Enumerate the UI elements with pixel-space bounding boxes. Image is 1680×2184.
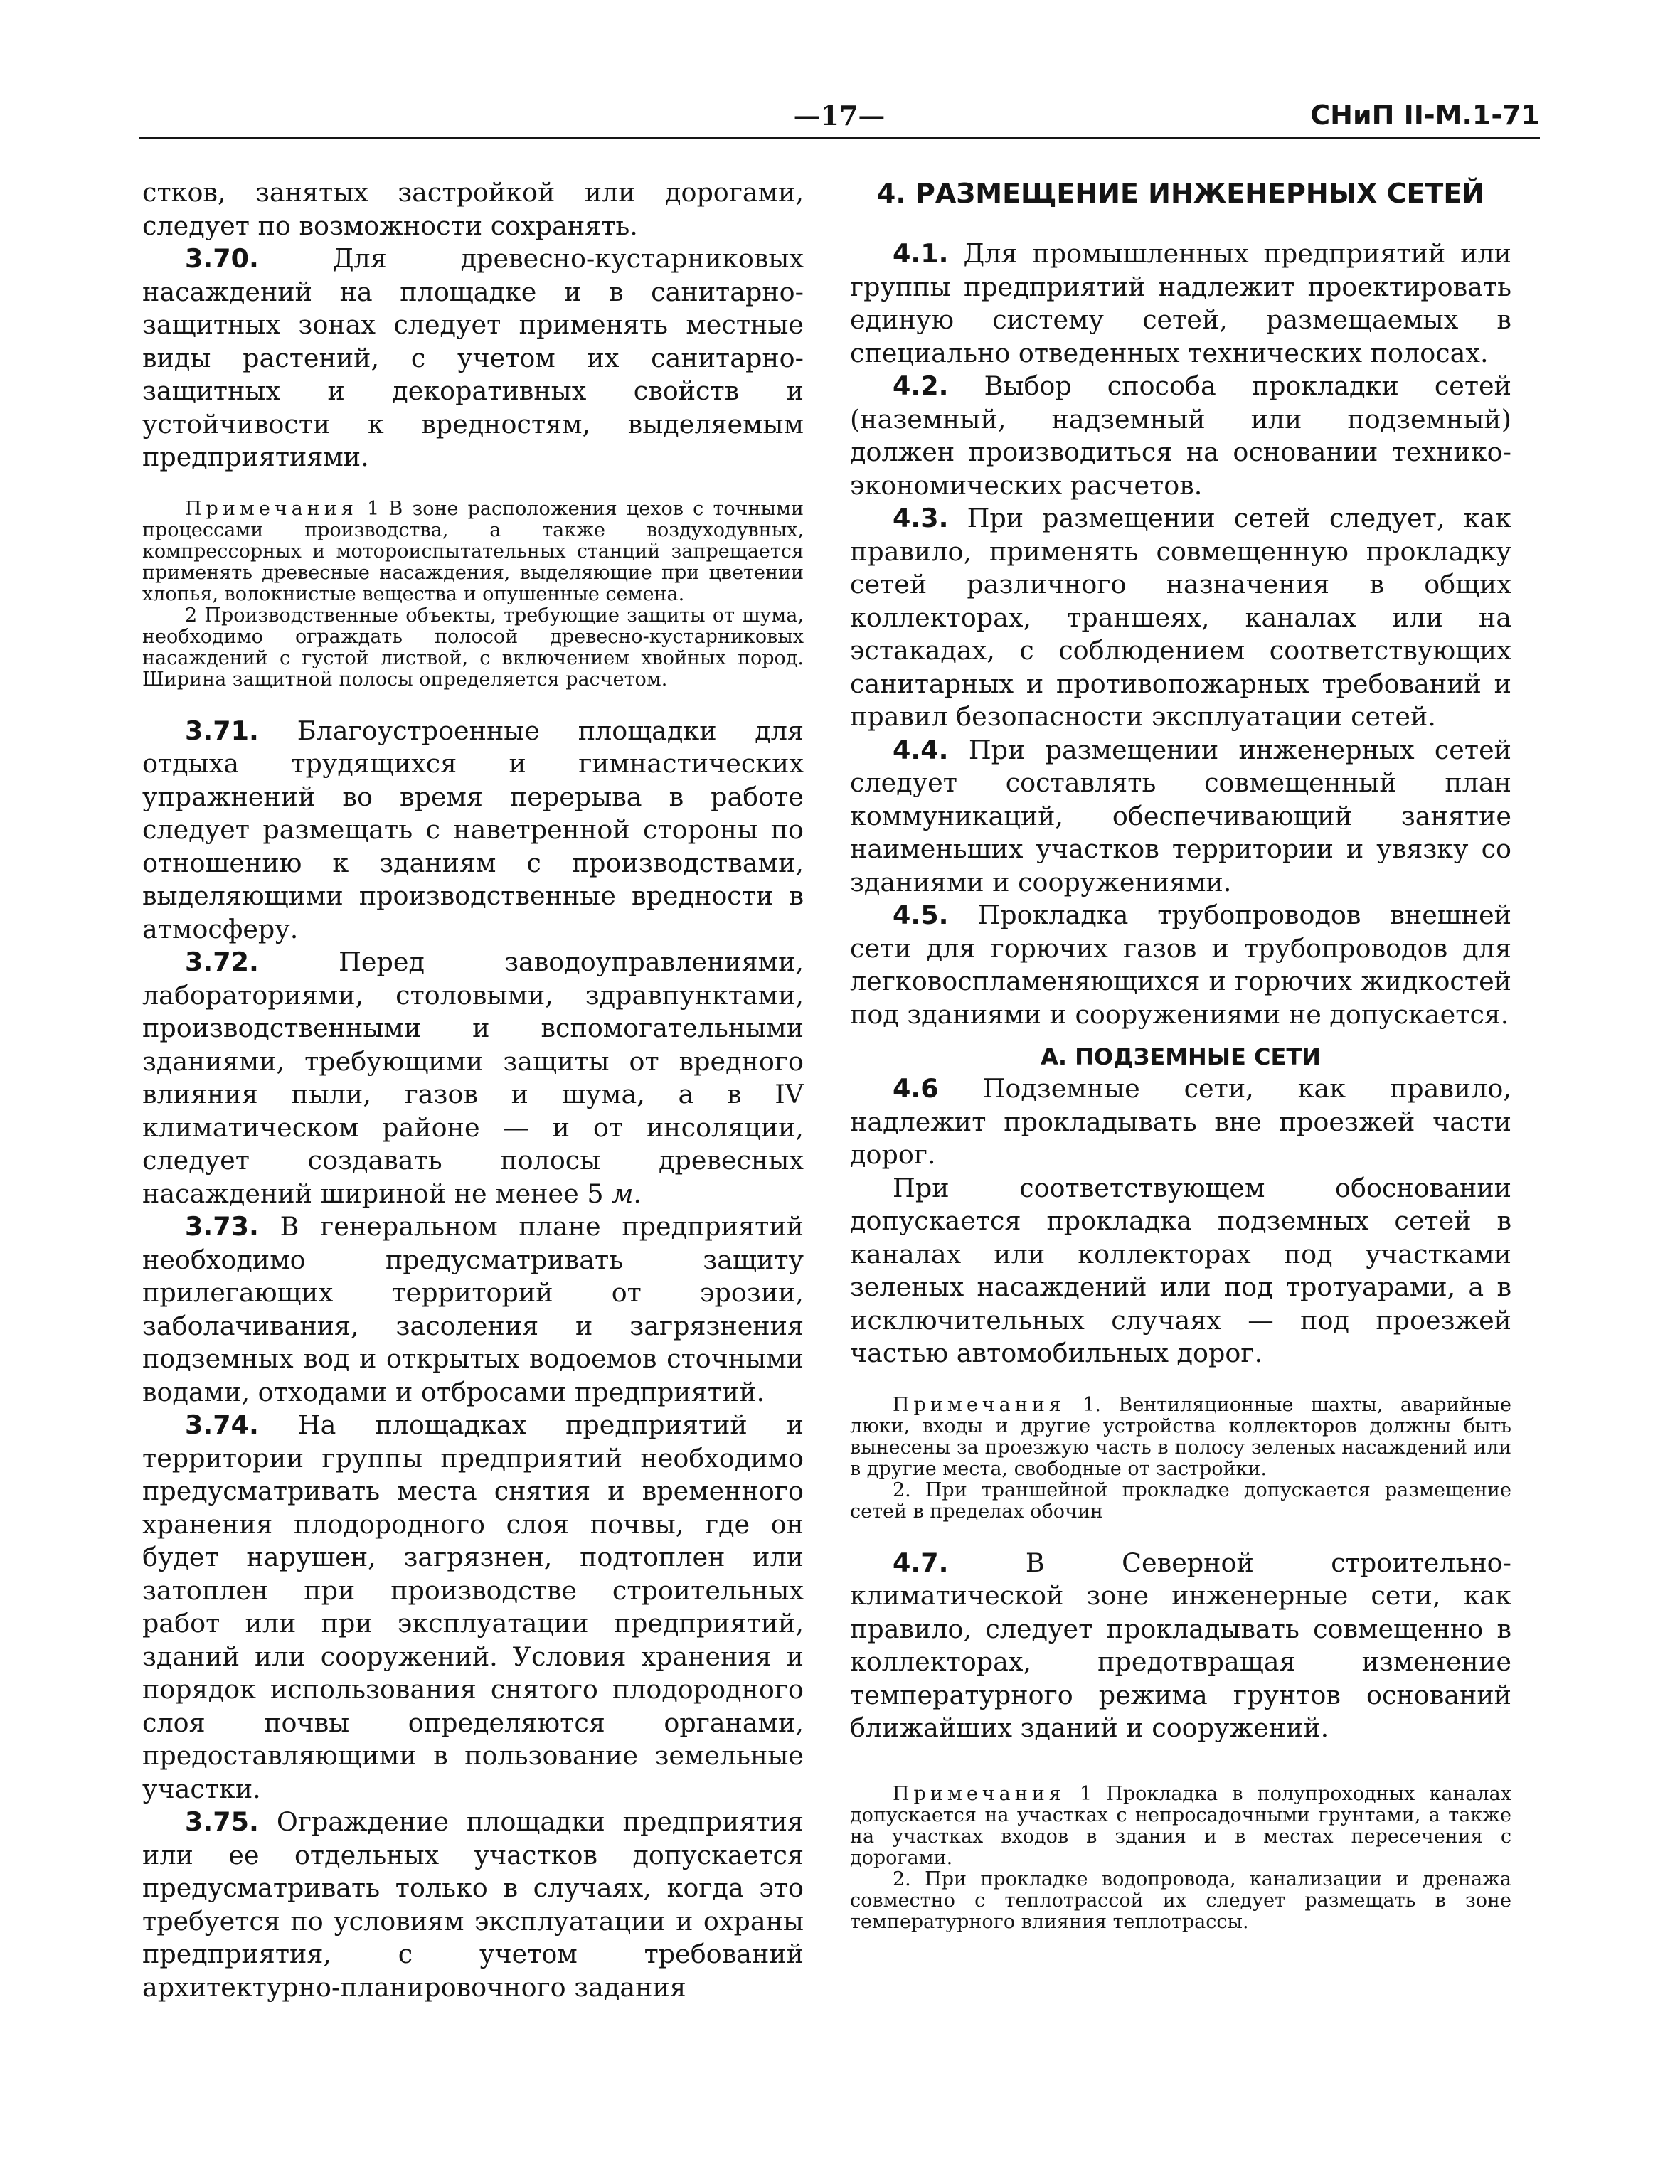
paragraph-4-1 [850,238,1511,370]
paragraph-3-71 [142,715,804,947]
note-item: 2. При траншейной прокладке допускается размещение сетей в пределах обочин [850,1479,1511,1523]
page-header [139,100,1540,141]
notes-label: Примечания [893,1393,1065,1416]
paragraph-3-72 [142,946,804,1210]
notes-label: Примечания [185,497,358,520]
note-item [850,1395,1511,1480]
unit-text: м. [612,1178,642,1209]
paragraph-continuation: стков, занятых застройкой или дорогами, следует по возможности сохранять. [142,177,804,241]
note-item [850,1784,1511,1869]
clause-text: Благоустроенные площадки для отдыха трудящихся и гимнастических упражнений во время перерыва в работе следует размещать с наветренной стороны по отношению к зданиям с производствами, выделяющими производственные вредности в атмосферу. [142,715,804,944]
notes-block [142,499,804,691]
paragraph-4-6-cont: При соответствующем обосновании допускается прокладка подземных сетей в каналах или коллекторах под участками зеленых насаждений или под тротуарами, а в исключительных случаях — под проезжей частью автомобильных дорог. [850,1172,1511,1368]
clause-text: При размещении инженерных сетей следует составлять совмещенный план коммуникаций, обеспечивающий занятие наименьших участков территории и увязку со зданиями и сооружениями. [850,734,1512,897]
clause-number: 4.5. [893,900,949,930]
left-column [142,176,804,2004]
paragraph-3-73 [142,1210,804,1409]
paragraph-4-6 [850,1072,1511,1172]
paragraph-4-3 [850,502,1511,734]
clause-number: 3.75. [185,1806,259,1837]
clause-number: 3.73. [185,1211,259,1242]
right-column [850,176,1511,1957]
section-title: 4. РАЗМЕЩЕНИЕ ИНЖЕНЕРНЫХ СЕТЕЙ [876,178,1485,209]
page-number: —17— [793,100,886,132]
clause-text: Перед заводоуправлениями, лабораториями, столовыми, здравпунктами, производственными и вспомогательными зданиями, требующими защиты от вредного влияния пыли, газов и шума, а в IV климатическом районе — и от инсоляции, следует создавать полосы древесных насаждений шириной не менее 5 [142,947,804,1209]
clause-number: 4.4. [893,734,949,765]
clause-text: Ограждение площадки предприятия или ее отдельных участков допускается предусматривать только в случаях, когда это требуется по условиям эксплуатации и охраны предприятия, с учетом требований архитектурно-планировочного задания [142,1806,804,2003]
subsection-title: А. ПОДЗЕМНЫЕ СЕТИ [1041,1043,1321,1070]
clause-text: В генеральном плане предприятий необходимо предусматривать защиту прилегающих территорий от эрозии, заболачивания, засоления и загрязнения подземных вод и открытых водоемов сточными водами, отходами и отбросами предприятий. [142,1211,804,1407]
document-code: СНиП II-М.1-71 [1310,100,1540,131]
note-item: 2. При прокладке водопровода, канализации и дренажа совместно с теплотрассой их следует размещать в зоне температурного влияния теплотрассы. [850,1868,1511,1933]
clause-number: 4.2. [893,371,949,401]
paragraph-4-5 [850,899,1511,1031]
note-text: 1. Вентиляционные шахты, аварийные люки, входы и другие устройства коллекторов должны быть вынесены за проезжую часть в полосу зеленых насаждений или в другие места, свободные от застройки. [850,1393,1511,1480]
clause-number: 4.6 [893,1073,939,1104]
note-item [142,499,804,605]
clause-number: 4.1. [893,238,949,269]
note-item: 2 Производственные объекты, требующие защиты от шума, необходимо ограждать полосой древесно-кустарниковых насаждений с густой листвой, с включением хвойных пород. Ширина защитной полосы определяется расчетом. [142,604,804,691]
clause-text: Для древесно-кустарниковых насаждений на площадке и в санитарно-защитных зонах следует применять местные виды растений, с учетом их санитарно-защитных и декоративных свойств и устойчивости к вредностям, выделяемым предприятиями. [142,243,804,472]
clause-number: 4.7. [893,1547,949,1578]
header-rule [139,137,1540,139]
paragraph-3-75 [142,1806,804,2004]
paragraph-4-4 [850,734,1511,900]
clause-text: Подземные сети, как правило, надлежит прокладывать вне проезжей части дорог. [850,1073,1512,1170]
note-text: 1 Прокладка в полупроходных каналах допускается на участках с непросадочными грунтами, а также на участках входов в здания и в местах пересечения с дорогами. [850,1782,1511,1869]
clause-text: Прокладка трубопроводов внешней сети для горючих газов и трубопроводов для легковоспламеняющихся и горючих жидкостей под зданиями и сооружениями не допускается. [850,900,1511,1030]
clause-text: В Северной строительно-климатической зоне инженерные сети, как правило, следует прокладывать совмещенно в коллекторах, предотвращая изменение температурного режима грунтов оснований ближайших зданий и сооружений. [850,1547,1511,1743]
clause-number: 3.74. [185,1410,259,1440]
clause-number: 3.72. [185,947,259,977]
paragraph-3-74 [142,1409,804,1806]
notes-block [850,1395,1511,1523]
notes-label: Примечания [893,1782,1065,1805]
paragraph-4-7 [850,1547,1511,1745]
clause-text: Выбор способа прокладки сетей (наземный, надземный или подземный) должен производиться на основании технико-экономических расчетов. [850,371,1511,501]
note-text: 1 В зоне расположения цехов с точными процессами производства, а также воздуходувных, компрессорных и мотороиспытательных станций запрещается применять древесные насаждения, выделяющие при цветении хлопья, волокнистые вещества и опушенные семена. [142,497,804,605]
paragraph-3-70 [142,243,804,474]
clause-number: 3.70. [185,243,259,274]
clause-text: На площадках предприятий и территории группы предприятий необходимо предусматривать места снятия и временного хранения плодородного слоя почвы, где он будет нарушен, загрязнен, подтоплен или затоплен при производстве строительных работ или при эксплуатации предприятий, зданий или сооружений. Условия хранения и порядок использования снятого плодородного слоя почвы определяются органами, предоставляющими в пользование земельные участки. [142,1410,804,1804]
clause-number: 4.3. [893,503,949,533]
clause-number: 3.71. [185,715,259,746]
clause-text: При размещении сетей следует, как правило, применять совмещенную прокладку сетей различного назначения в общих коллекторах, траншеях, каналах или на эстакадах, с соблюдением соответствующих санитарных и противопожарных требований и правил безопасности эксплуатации сетей. [850,503,1511,732]
paragraph-4-2 [850,370,1511,502]
notes-block [850,1784,1511,1933]
clause-text: Для промышленных предприятий или группы предприятий надлежит проектировать единую систему сетей, размещаемых в специально отведенных технических полосах. [850,238,1511,368]
